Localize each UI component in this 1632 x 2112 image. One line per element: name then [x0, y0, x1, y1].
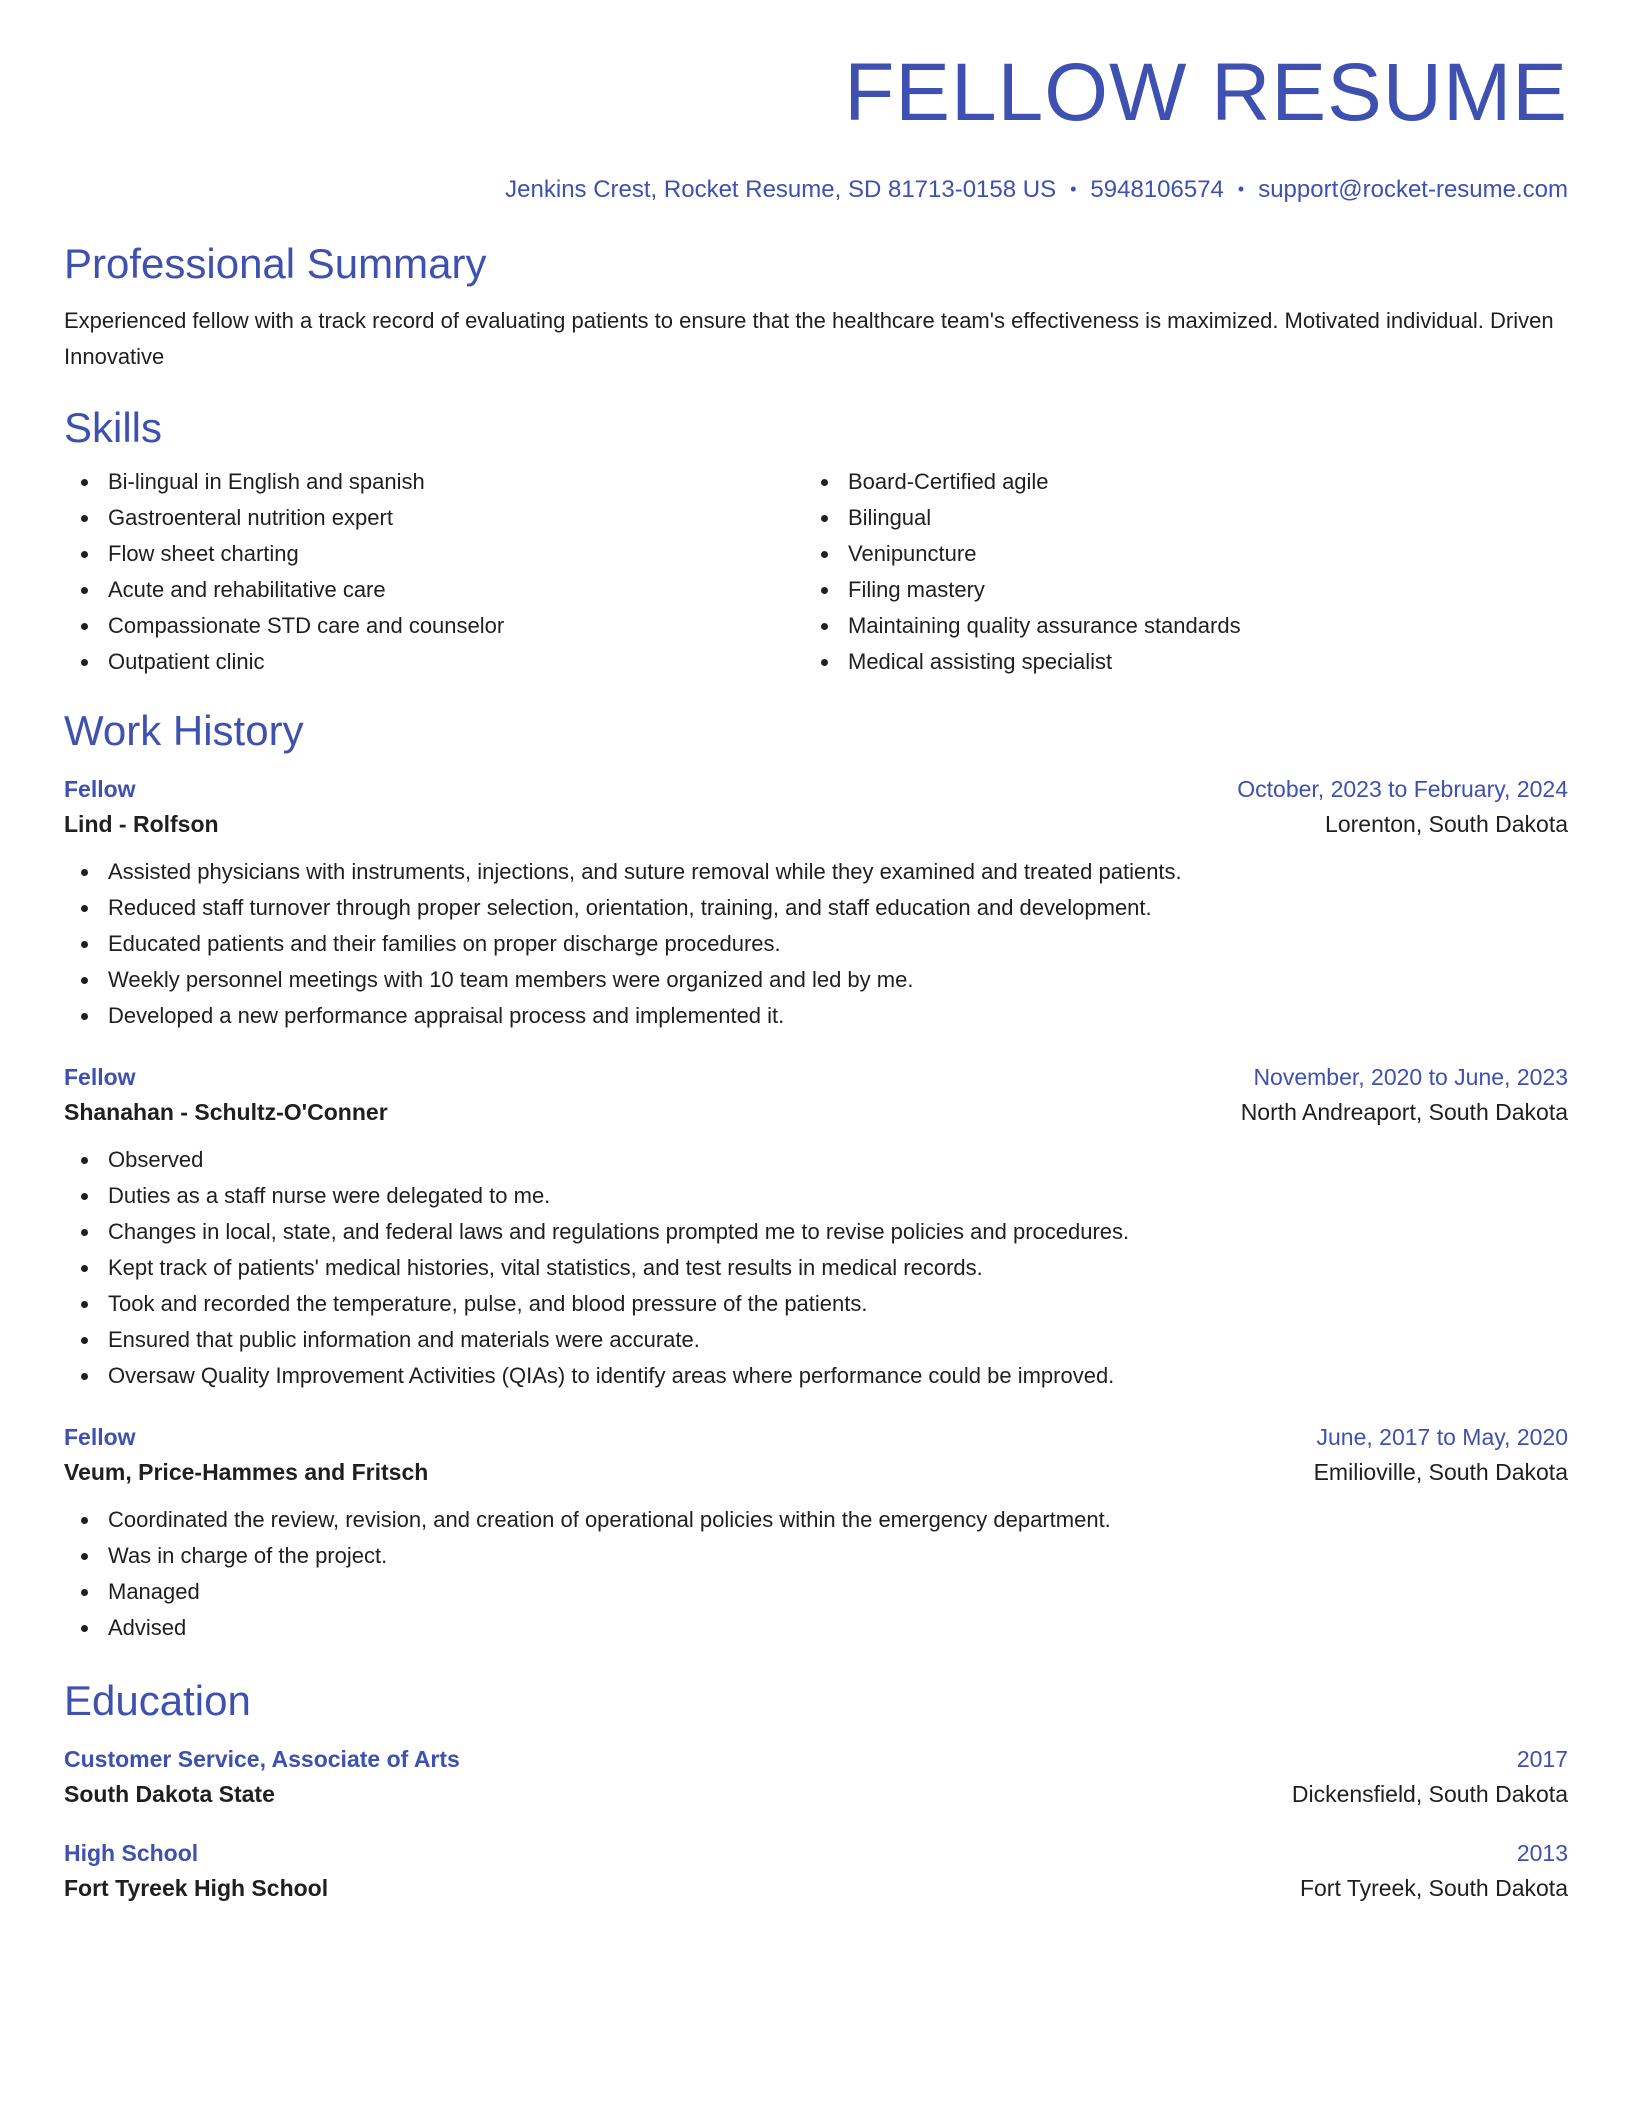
- summary-section: [64, 239, 1568, 375]
- job-role: Fellow: [64, 1423, 136, 1450]
- skill-item: Flow sheet charting: [64, 536, 804, 572]
- skills-list-right: [804, 464, 1544, 680]
- job-location: North Andreaport, South Dakota: [1240, 1098, 1568, 1125]
- job-entry: [64, 1064, 1568, 1394]
- education-year: 2017: [1516, 1746, 1568, 1773]
- job-duty: Advised: [64, 1610, 1568, 1646]
- job-duty: Educated patients and their families on proper discharge procedures.: [64, 926, 1568, 962]
- education-location: Dickensfield, South Dakota: [1291, 1781, 1568, 1808]
- job-duty: Changes in local, state, and federal laws and regulations prompted me to revise policies and procedures.: [64, 1214, 1568, 1250]
- skills-list-left: [64, 464, 804, 680]
- summary-heading: Professional Summary: [64, 239, 487, 287]
- contact-phone: 5948106574: [1090, 176, 1224, 203]
- job-duty: Kept track of patients' medical histories, vital statistics, and test results in medical records.: [64, 1250, 1568, 1286]
- education-entry: [64, 1840, 1568, 1902]
- job-location: Lorenton, South Dakota: [1325, 810, 1568, 837]
- skill-item: Bi-lingual in English and spanish: [64, 464, 804, 500]
- skills-column-left: [64, 464, 804, 680]
- skill-item: Gastroenteral nutrition expert: [64, 500, 804, 536]
- skill-item: Outpatient clinic: [64, 644, 804, 680]
- job-dates: November, 2020 to June, 2023: [1253, 1063, 1568, 1090]
- education-year: 2013: [1516, 1840, 1568, 1867]
- job-header-row: [64, 776, 1568, 803]
- job-dates: October, 2023 to February, 2024: [1237, 775, 1568, 802]
- education-school-row: [64, 1875, 1568, 1902]
- job-entry: [64, 1424, 1568, 1646]
- job-company: Veum, Price-Hammes and Fritsch: [64, 1458, 429, 1485]
- job-duties-list: [64, 1142, 1568, 1394]
- resume-name: FELLOW RESUME: [844, 47, 1568, 138]
- education-header-row: [64, 1840, 1568, 1867]
- education-school: Fort Tyreek High School: [64, 1875, 329, 1902]
- job-role: Fellow: [64, 775, 136, 802]
- summary-text: Experienced fellow with a track record of evaluating patients to ensure that the healthcare team's effectiveness is maximized. Motivated individual. Driven Innovative: [64, 308, 1554, 370]
- job-duty: Oversaw Quality Improvement Activities (QIAs) to identify areas where performance could be improved.: [64, 1358, 1568, 1394]
- resume-header: [64, 0, 1568, 205]
- skill-item: Board-Certified agile: [804, 464, 1544, 500]
- job-company-row: [64, 811, 1568, 838]
- education-degree: High School: [64, 1840, 199, 1867]
- job-duty: Developed a new performance appraisal process and implemented it.: [64, 998, 1568, 1034]
- education-heading: Education: [64, 1676, 251, 1724]
- job-duty: Took and recorded the temperature, pulse, and blood pressure of the patients.: [64, 1286, 1568, 1322]
- job-entry: [64, 776, 1568, 1034]
- job-duty: Reduced staff turnover through proper selection, orientation, training, and staff education and development.: [64, 890, 1568, 926]
- education-location: Fort Tyreek, South Dakota: [1299, 1875, 1568, 1902]
- work-history-section: [64, 706, 1568, 1646]
- education-header-row: [64, 1746, 1568, 1773]
- job-role: Fellow: [64, 1063, 136, 1090]
- job-header-row: [64, 1064, 1568, 1091]
- contact-separator: •: [1237, 179, 1245, 199]
- education-degree: Customer Service, Associate of Arts: [64, 1746, 460, 1773]
- skills-column-right: [804, 464, 1544, 680]
- job-company-row: [64, 1459, 1568, 1486]
- skills-section: [64, 403, 1568, 679]
- skill-item: Acute and rehabilitative care: [64, 572, 804, 608]
- job-duties-list: [64, 854, 1568, 1034]
- job-duty: Duties as a staff nurse were delegated to me.: [64, 1178, 1568, 1214]
- skill-item: Maintaining quality assurance standards: [804, 608, 1544, 644]
- job-duty: Weekly personnel meetings with 10 team members were organized and led by me.: [64, 962, 1568, 998]
- contact-address: Jenkins Crest, Rocket Resume, SD 81713-0158 US: [505, 176, 1057, 203]
- job-company-row: [64, 1099, 1568, 1126]
- contact-separator: •: [1070, 179, 1077, 199]
- skill-item: Compassionate STD care and counselor: [64, 608, 804, 644]
- job-duty: Observed: [64, 1142, 1568, 1178]
- job-duties-list: [64, 1502, 1568, 1646]
- contact-line: [64, 176, 1568, 205]
- job-duty: Was in charge of the project.: [64, 1538, 1568, 1574]
- education-section: [64, 1676, 1568, 1902]
- skill-item: Filing mastery: [804, 572, 1544, 608]
- skills-grid: [64, 464, 1568, 680]
- job-header-row: [64, 1424, 1568, 1451]
- job-company: Lind - Rolfson: [64, 810, 219, 837]
- education-school: South Dakota State: [64, 1781, 275, 1808]
- job-duty: Managed: [64, 1574, 1568, 1610]
- education-school-row: [64, 1781, 1568, 1808]
- work-history-heading: Work History: [64, 706, 304, 754]
- job-company: Shanahan - Schultz-O'Conner: [64, 1098, 388, 1125]
- job-duty: Assisted physicians with instruments, injections, and suture removal while they examined and treated patients.: [64, 854, 1568, 890]
- education-entry: [64, 1746, 1568, 1808]
- skills-heading: Skills: [64, 404, 163, 452]
- job-duty: Ensured that public information and materials were accurate.: [64, 1322, 1568, 1358]
- job-duty: Coordinated the review, revision, and creation of operational policies within the emergency department.: [64, 1502, 1568, 1538]
- skill-item: Bilingual: [804, 500, 1544, 536]
- skill-item: Medical assisting specialist: [804, 644, 1544, 680]
- contact-email: support@rocket-resume.com: [1258, 176, 1568, 203]
- job-location: Emilioville, South Dakota: [1313, 1458, 1568, 1485]
- skill-item: Venipuncture: [804, 536, 1544, 572]
- job-dates: June, 2017 to May, 2020: [1316, 1423, 1568, 1450]
